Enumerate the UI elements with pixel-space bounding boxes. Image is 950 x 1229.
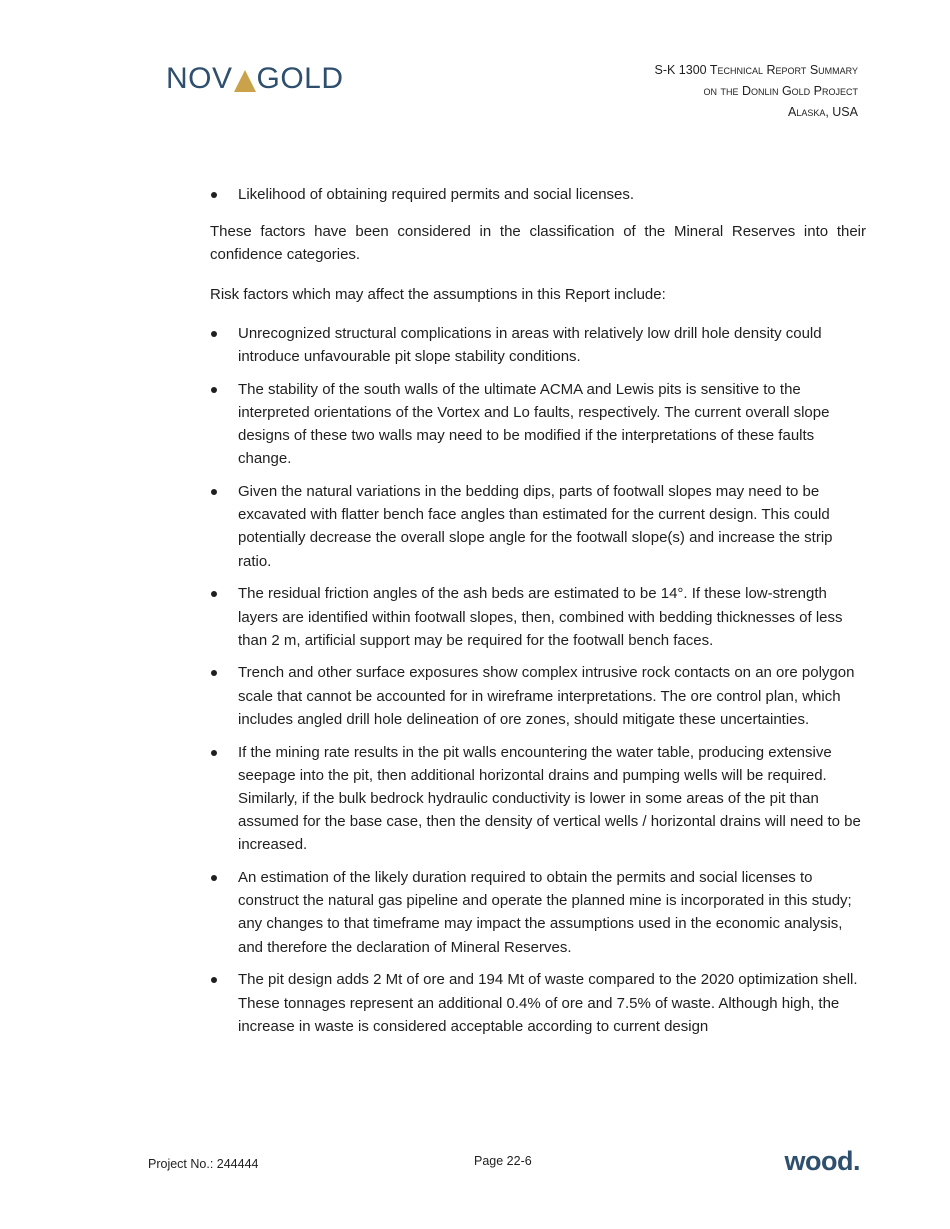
list-item-text: The residual friction angles of the ash beds are estimated to be 14°. If these low-strength layers are identified within footwall slopes, then, combined with bedding thicknesses of less than 2 m, artificial support may be required for the footwall bench faces.	[238, 585, 843, 649]
paragraph-risk-intro: Risk factors which may affect the assumptions in this Report include:	[210, 285, 666, 303]
report-title-line-3: Alaska, USA	[787, 105, 858, 119]
page-content	[210, 183, 866, 1048]
list-item-text: Likelihood of obtaining required permits and social licenses.	[238, 186, 635, 203]
report-title-line-1: S-K 1300 Technical Report Summary	[654, 63, 858, 77]
list-item-text: Unrecognized structural complications in areas with relatively low drill hole density could introduce unfavourable pit slope stability conditions.	[238, 324, 822, 366]
list-item-text: The stability of the south walls of the ultimate ACMA and Lewis pits is sensitive to the interpreted orientations of the Vortex and Lo faults, respectively. The current overall slope designs of these two walls may need to be modified if the interpretations of these faults change.	[238, 380, 830, 468]
list-item	[210, 741, 866, 857]
list-item-text: An estimation of the likely duration required to obtain the permits and social licenses to construct the natural gas pipeline and operate the planned mine is incorporated in this study; any changes to that timeframe may impact the assumptions used in the economic analysis, and therefore the declaration of Mineral Reserves.	[238, 869, 852, 956]
list-item	[210, 378, 866, 471]
logo-text-right: GOLD	[256, 62, 344, 95]
page-number: Page 22-6	[474, 1154, 532, 1168]
list-item-text: Given the natural variations in the bedding dips, parts of footwall slopes may need to be excavated with flatter bench face angles than estimated for the current design. This could potentially decrease the overall slope angle for the footwall slope(s) and increase the strip ratio.	[238, 483, 833, 570]
list-item-text: Trench and other surface exposures show complex intrusive rock contacts on an ore polygon scale that cannot be accounted for in wireframe interpretations. The ore control plan, which includes angled drill hole delineation of ore zones, should mitigate these uncertainties.	[238, 664, 855, 728]
list-item	[210, 661, 866, 731]
list-item	[210, 968, 866, 1038]
intro-bullet-list	[210, 183, 866, 206]
report-title-line-2: on the Donlin Gold Project	[703, 84, 858, 98]
list-item	[210, 582, 866, 652]
list-item	[210, 480, 866, 573]
wood-logo: wood.	[784, 1146, 860, 1176]
list-item-text: If the mining rate results in the pit walls encountering the water table, producing extensive seepage into the pit, then additional horizontal drains and pumping wells will be required. Similarly, if the bulk bedrock hydraulic conductivity is lower in some areas of the pit than assumed for the base case, then the density of vertical wells / horizontal drains will need to be increased.	[238, 743, 861, 854]
bullet-icon	[211, 591, 217, 597]
page-footer	[148, 1146, 860, 1184]
logo-text-left: NOV	[166, 62, 233, 95]
bullet-icon	[211, 192, 217, 198]
paragraph-classification: These factors have been considered in the classification of the Mineral Reserves into their confidence categories.	[210, 223, 866, 264]
project-number: Project No.: 244444	[148, 1157, 259, 1171]
list-item	[210, 866, 866, 959]
logo-triangle-icon	[234, 70, 256, 92]
bullet-icon	[211, 331, 217, 337]
report-title	[655, 60, 859, 123]
risk-bullet-list	[210, 322, 866, 1038]
bullet-icon	[211, 670, 217, 676]
list-item-text: The pit design adds 2 Mt of ore and 194 Mt of waste compared to the 2020 optimization shell. These tonnages represent an additional 0.4% of ore and 7.5% of waste. Although high, the increase in waste is considered acceptable according to current design	[238, 971, 858, 1035]
bullet-icon	[211, 875, 217, 881]
list-item	[210, 183, 866, 206]
list-item	[210, 322, 866, 368]
bullet-icon	[211, 489, 217, 495]
bullet-icon	[211, 750, 217, 756]
bullet-icon	[211, 387, 217, 393]
bullet-icon	[211, 977, 217, 983]
novagold-logo	[166, 64, 344, 94]
